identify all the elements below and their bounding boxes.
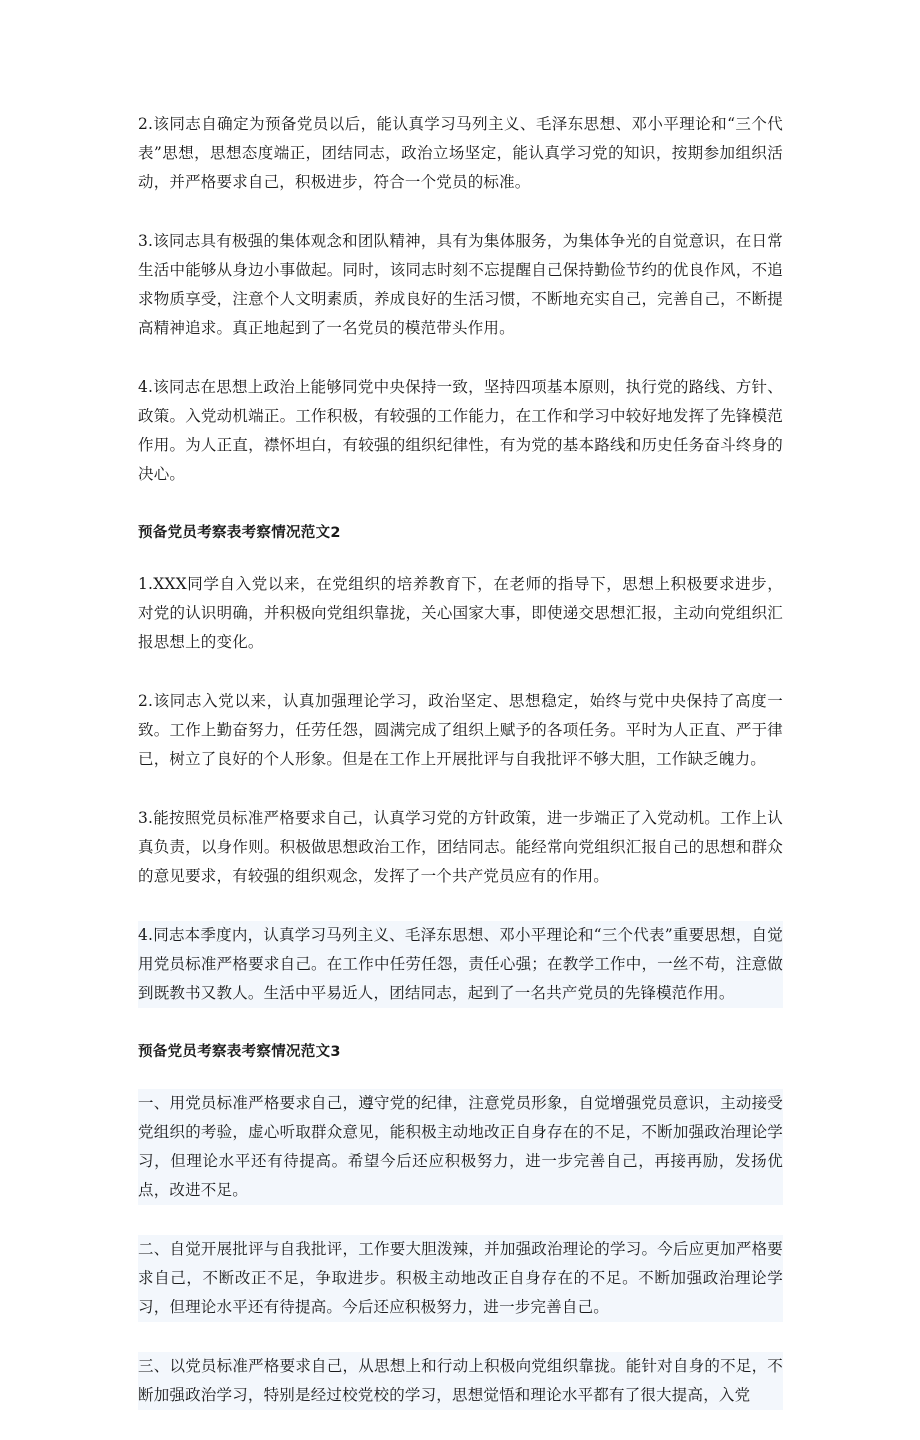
paragraph: 1.XXX同学自入党以来，在党组织的培养教育下，在老师的指导下，思想上积极要求进步，对党的认识明确，并积极向党组织靠拢，关心国家大事，即使递交思想汇报，主动向党组织汇报思想上的变化。 [138, 575, 783, 651]
paragraph: 4.该同志在思想上政治上能够同党中央保持一致，坚持四项基本原则，执行党的路线、方针、政策。入党动机端正。工作积极，有较强的工作能力，在工作和学习中较好地发挥了先锋模范作用。为人正直，襟怀坦白，有较强的组织纪律性，有为党的基本路线和历史任务奋斗终身的决心。 [138, 378, 783, 483]
document-body [138, 110, 783, 1440]
paragraph: 2.该同志自确定为预备党员以后，能认真学习马列主义、毛泽东思想、邓小平理论和“三个代表”思想，思想态度端正，团结同志，政治立场坚定，能认真学习党的知识，按期参加组织活动，并严格要求自己，积极进步，符合一个党员的标准。 [138, 115, 783, 191]
paragraph: 2.该同志入党以来，认真加强理论学习，政治坚定、思想稳定，始终与党中央保持了高度一致。工作上勤奋努力，任劳任怨，圆满完成了组织上赋予的各项任务。平时为人正直、严于律已，树立了良好的个人形象。但是在工作上开展批评与自我批评不够大胆，工作缺乏魄力。 [138, 692, 783, 768]
paragraph: 3.能按照党员标准严格要求自己，认真学习党的方针政策，进一步端正了入党动机。工作上认真负责，以身作则。积极做思想政治工作，团结同志。能经常向党组织汇报自己的思想和群众的意见要求，有较强的组织观念，发挥了一个共产党员应有的作用。 [138, 809, 783, 885]
paragraph: 一、用党员标准严格要求自己，遵守党的纪律，注意党员形象，自觉增强党员意识，主动接受党组织的考验，虚心听取群众意见，能积极主动地改正自身存在的不足，不断加强政治理论学习，但理论水平还有待提高。希望今后还应积极努力，进一步完善自己，再接再励，发扬优点，改进不足。 [138, 1089, 783, 1205]
paragraph: 三、以党员标准严格要求自己，从思想上和行动上积极向党组织靠拢。能针对自身的不足，不断加强政治学习，特别是经过校党校的学习，思想觉悟和理论水平都有了很大提高，入党 [138, 1352, 783, 1410]
section-heading: 预备党员考察表考察情况范文2 [138, 525, 341, 541]
paragraph: 4.同志本季度内，认真学习马列主义、毛泽东思想、邓小平理论和“三个代表”重要思想，自觉用党员标准严格要求自己。在工作中任劳任怨，责任心强；在教学工作中，一丝不苟，注意做到既教书又教人。生活中平易近人，团结同志，起到了一名共产党员的先锋模范作用。 [138, 921, 783, 1008]
paragraph: 3.该同志具有极强的集体观念和团队精神，具有为集体服务，为集体争光的自觉意识，在日常生活中能够从身边小事做起。同时，该同志时刻不忘提醒自己保持勤俭节约的优良作风，不追求物质享受，注意个人文明素质，养成良好的生活习惯，不断地充实自己，完善自己，不断提高精神追求。真正地起到了一名党员的模范带头作用。 [138, 232, 783, 337]
paragraph: 二、自觉开展批评与自我批评，工作要大胆泼辣，并加强政治理论的学习。今后应更加严格要求自己，不断改正不足，争取进步。积极主动地改正自身存在的不足。不断加强政治理论学习，但理论水平还有待提高。今后还应积极努力，进一步完善自己。 [138, 1235, 783, 1322]
section-heading: 预备党员考察表考察情况范文3 [138, 1044, 341, 1060]
